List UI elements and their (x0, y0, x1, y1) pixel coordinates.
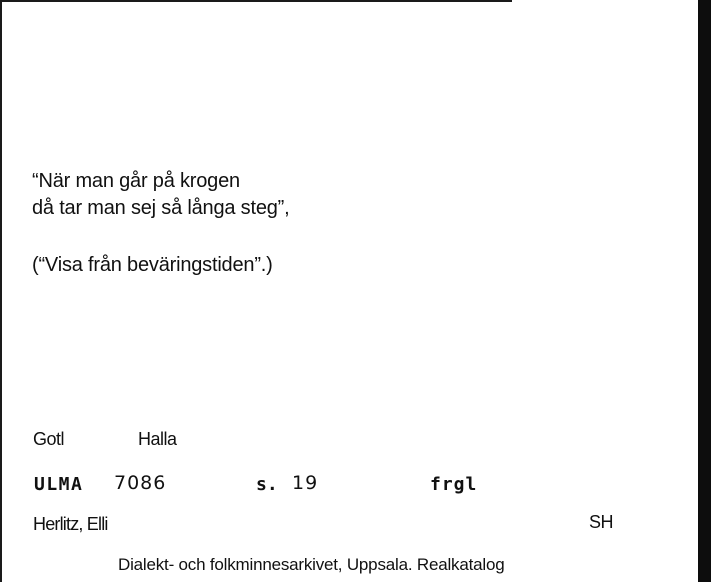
song-title: (“Visa från beväringstiden”.) (32, 254, 273, 276)
page-label: s. (256, 474, 278, 495)
category-code: frgl (430, 474, 478, 495)
author-name: Herlitz, Elli (33, 514, 108, 534)
card-left-edge (0, 0, 2, 582)
province: Gotl (33, 429, 65, 449)
archive-code: ULMA (34, 474, 84, 495)
card-top-edge (0, 0, 512, 2)
quote-line-1: “När man går på krogen (32, 170, 240, 192)
record-number: 7086 (114, 472, 167, 494)
archive-footer: Dialekt- och folkminnesarkivet, Uppsala. Realkatalog (118, 555, 505, 574)
signature: SH (589, 512, 614, 532)
parish: Halla (138, 429, 177, 449)
page-number: 19 (292, 472, 319, 494)
quote-line-2: då tar man sej så långa steg”, (32, 197, 290, 219)
card-right-edge (698, 0, 711, 582)
card-right-notch (692, 340, 698, 582)
